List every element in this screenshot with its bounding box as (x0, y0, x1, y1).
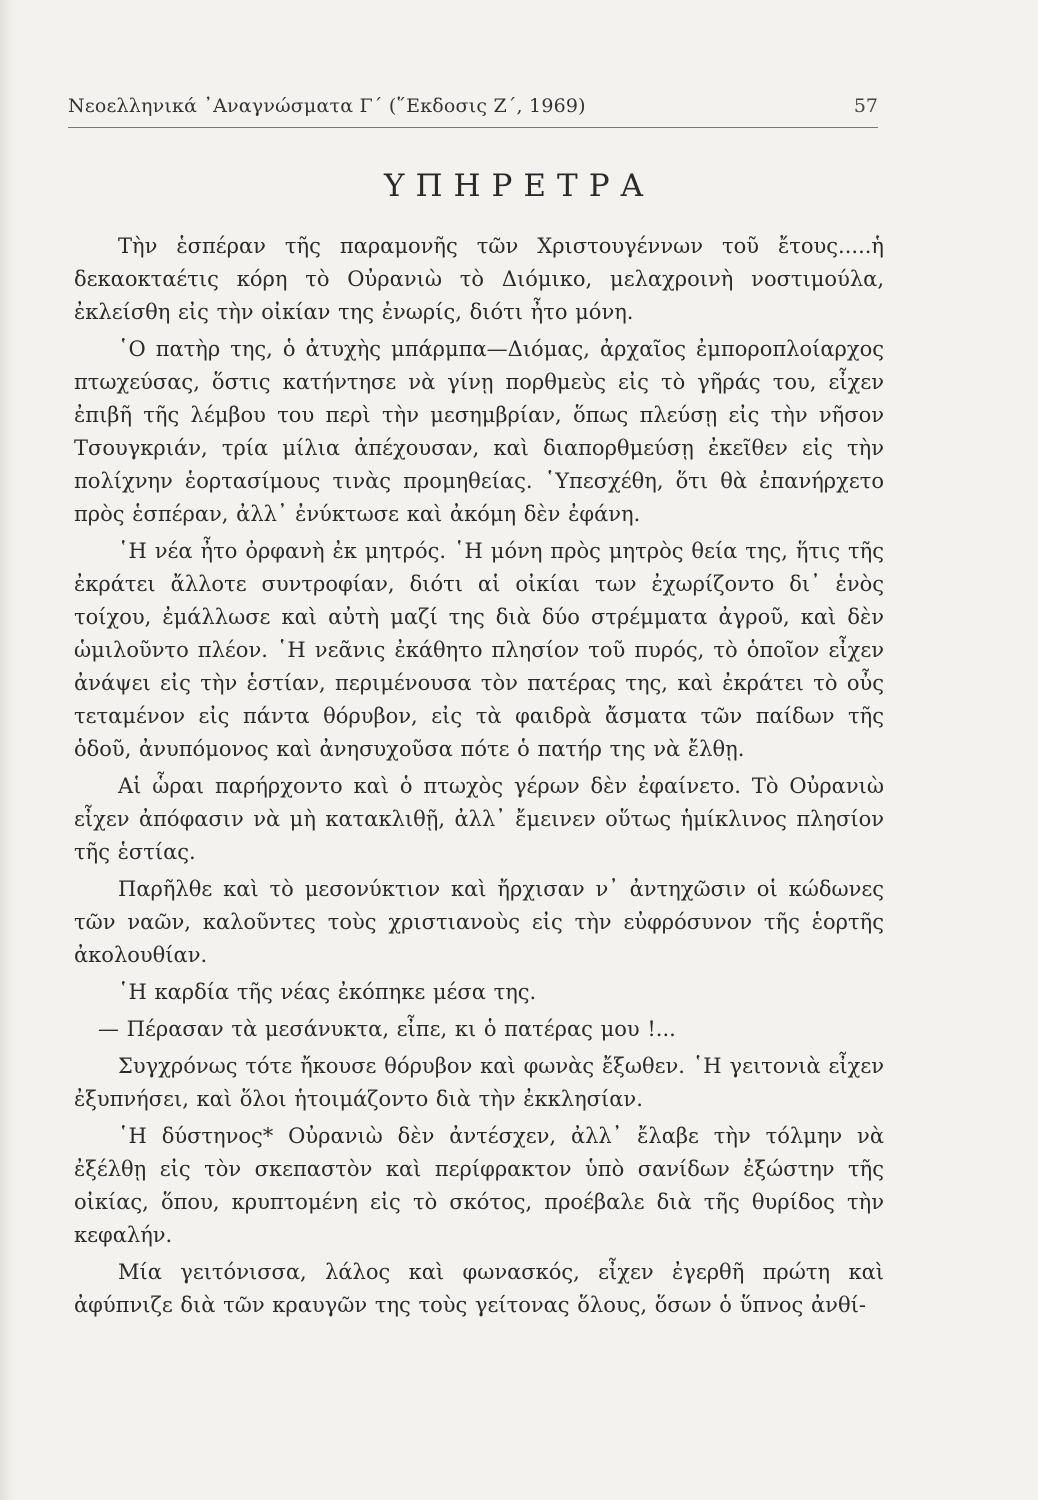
paragraph: Μία γειτόνισσα, λάλος καὶ φωνασκός, εἶχεν ἐγερθῆ πρώτη καὶ ἀφύπνιζε διὰ τῶν κραυγῶν της τοὺς γείτονας ὅλους, ὅσων ὁ ὕπνος ἀνθί- (74, 1260, 884, 1317)
paragraph: ῾Η δύστηνος* Οὐρανιὼ δὲν ἀντέσχεν, ἀλλ᾿ ἔλαβε τὴν τόλμην νὰ ἐξέλθῃ εἰς τὸν σκεπαστὸν καὶ περίφρακτον ὑπὸ σανίδων ἐξώστην τῆς οἰκίας, ὅπου, κρυπτομένη εἰς τὸ σκότος, προέβαλε διὰ τῆς θυρίδος τὴν κεφαλήν. (74, 1124, 884, 1247)
paragraph: Παρῆλθε καὶ τὸ μεσονύκτιον καὶ ἤρχισαν ν᾿ ἀντηχῶσιν οἱ κώδωνες τῶν ναῶν, καλοῦντες τοὺς χριστιανοὺς εἰς τὴν εὐφρόσυνον τῆς ἑορτῆς ἀκολουθίαν. (74, 877, 884, 967)
chapter-title: ΥΠΗΡΕΤΡΑ (384, 168, 654, 204)
binding-shadow (0, 0, 14, 1500)
paragraph: Συγχρόνως τότε ἤκουσε θόρυβον καὶ φωνὰς ἔξωθεν. ῾Η γειτονιὰ εἶχεν ἐξυπνήσει, καὶ ὅλοι ἡτοιμάζοντο διὰ τὴν ἐκκλησίαν. (74, 1054, 884, 1111)
paragraph: ῾Η καρδία τῆς νέας ἐκόπηκε μέσα της. (118, 980, 537, 1004)
paragraph: ῾Η νέα ἦτο ὀρφανὴ ἐκ μητρός. ῾Η μόνη πρὸς μητρὸς θεία της, ἥτις τῆς ἐκράτει ἄλλοτε συντροφίαν, διότι αἱ οἰκίαι των ἐχωρίζοντο δι᾿ ἑνὸς τοίχου, ἐμάλλωσε καὶ αὐτὴ μαζί της διὰ δύο στρέμματα ἀγροῦ, καὶ δὲν ὡμιλοῦντο πλέον. ῾Η νεᾶνις ἐκάθητο πλησίον τοῦ πυρός, τὸ ὁποῖον εἶχεν ἀνάψει εἰς τὴν ἑστίαν, περιμένουσα τὸν πατέρας της, καὶ ἐκράτει τὸ οὖς τεταμένον εἰς πάντα θόρυβον, εἰς τὰ φαιδρὰ ἄσματα τῶν παίδων τῆς ὁδοῦ, ἀνυπόμονος καὶ ἀνησυχοῦσα πότε ὁ πατήρ της νὰ ἔλθῃ. (74, 539, 884, 761)
paragraph: Τὴν ἑσπέραν τῆς παραμονῆς τῶν Χριστουγέννων τοῦ ἔτους.....ἡ δεκαοκταέτις κόρη τὸ Οὐρανιὼ τὸ Διόμικο, μελαχροινὴ νοστιμούλα, ἐκλείσθη εἰς τὴν οἰκίαν της ἐνωρίς, διότι ἦτο μόνη. (74, 234, 884, 324)
paragraph: ῾Ο πατὴρ της, ὁ ἀτυχὴς μπάρμπα—Διόμας, ἀρχαῖος ἐμποροπλοίαρχος πτωχεύσας, ὅστις κατήντησε νὰ γίνῃ πορθμεὺς εἰς τὸ γῆράς του, εἶχεν ἐπιβῆ τῆς λέμβου του περὶ τὴν μεσημβρίαν, ὅπως πλεύσῃ εἰς τὴν νῆσον Τσουγκριάν, τρία μίλια ἀπέχουσαν, καὶ διαπορθμεύσῃ ἐκεῖθεν εἰς τὴν πολίχνην ἑορτασίμους τινὰς προμηθείας. ῾Υπεσχέθη, ὅτι θὰ ἐπανήρχετο πρὸς ἑσπέραν, ἀλλ᾿ ἐνύκτωσε καὶ ἀκόμη δὲν ἐφάνη. (74, 337, 884, 526)
running-header: Νεοελληνικά ᾿Αναγνώσματα Γ΄ (῞Εκδοσις Ζ΄, 1969) (68, 95, 586, 117)
paragraph: Αἱ ὧραι παρήρχοντο καὶ ὁ πτωχὸς γέρων δὲν ἐφαίνετο. Τὸ Οὐρανιὼ εἶχεν ἀπόφασιν νὰ μὴ κατακλιθῇ, ἀλλ᾿ ἔμεινεν οὕτως ἡμίκλινος πλησίον τῆς ἑστίας. (74, 774, 884, 864)
body-text (74, 230, 884, 1326)
header-rule (68, 127, 878, 128)
page-number: 57 (853, 95, 878, 117)
dialogue-line: — Πέρασαν τὰ μεσάνυκτα, εἶπε, κι ὁ πατέρας μου !... (98, 1017, 676, 1041)
